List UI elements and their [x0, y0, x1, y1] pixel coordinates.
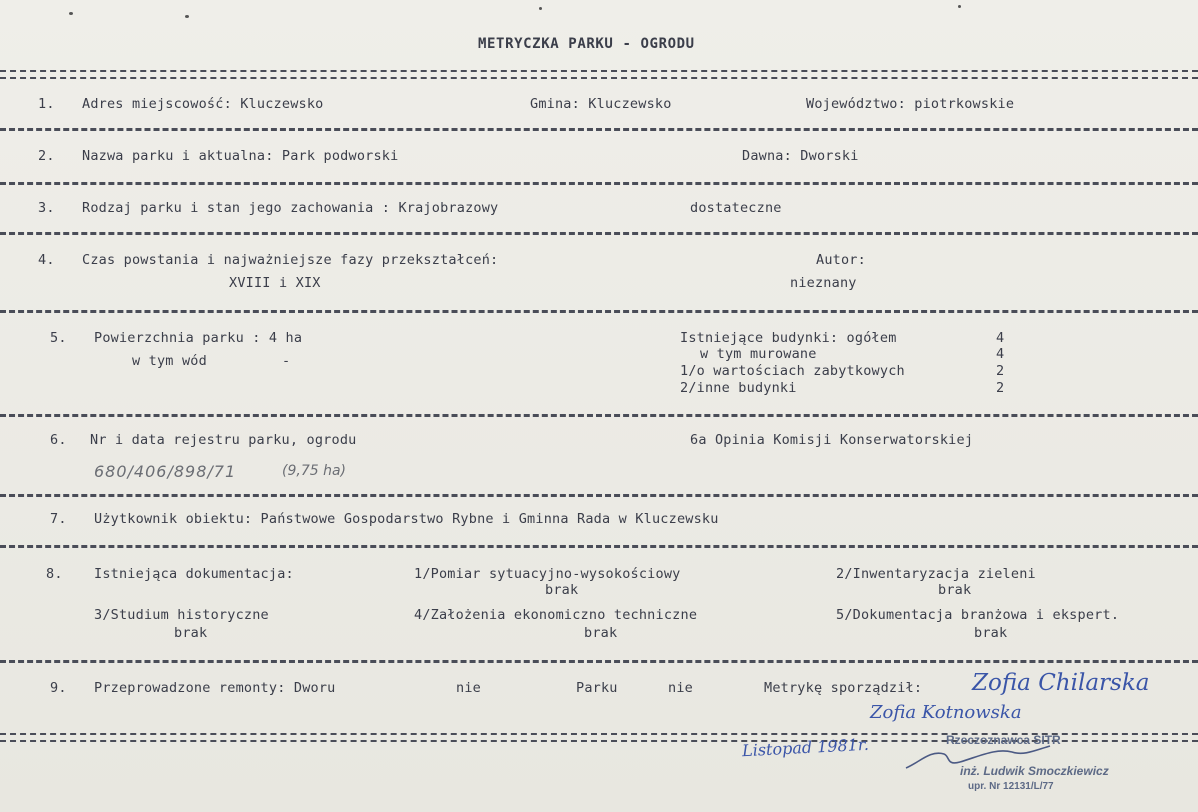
- doc-survey-value: brak: [545, 582, 579, 598]
- ink-speck: [539, 7, 542, 10]
- signature-chilarska: Zofia Chilarska: [972, 670, 1150, 696]
- row-number: 5.: [50, 330, 67, 346]
- former-name-field: Dawna: Dworski: [742, 148, 859, 164]
- renovations-label: Przeprowadzone remonty: Dworu: [94, 680, 336, 696]
- buildings-total: 4: [996, 330, 1005, 346]
- register-area-handwritten: (9,75 ha): [282, 463, 346, 479]
- signature-kotnowska: Zofia Kotnowska: [870, 702, 1022, 723]
- doc-inventory-label: 2/Inwentaryzacja zieleni: [836, 566, 1036, 582]
- opinion-label: 6a Opinia Komisji Konserwatorskiej: [690, 432, 974, 448]
- row-number: 2.: [38, 148, 55, 164]
- park-renovation-label: Parku: [576, 680, 618, 696]
- row-number: 7.: [50, 511, 67, 527]
- doc-expert-value: brak: [974, 625, 1008, 641]
- documentation-label: Istniejąca dokumentacja:: [94, 566, 294, 582]
- doc-inventory-value: brak: [938, 582, 972, 598]
- doc-history-value: brak: [174, 625, 208, 641]
- double-divider: [0, 70, 1198, 79]
- register-number-handwritten: 680/406/898/71: [94, 462, 237, 481]
- row-divider: [0, 660, 1198, 663]
- prepared-by-label: Metrykę sporządził:: [764, 680, 923, 696]
- row-number: 9.: [50, 680, 67, 696]
- park-type-field: Rodzaj parku i stan jego zachowania : Krajobrazowy: [82, 200, 499, 216]
- water-label: w tym wód: [132, 353, 207, 369]
- author-value: nieznany: [790, 275, 857, 291]
- document-title: METRYCZKA PARKU - OGRODU: [478, 36, 695, 52]
- row-divider: [0, 310, 1198, 313]
- ink-speck: [185, 15, 189, 18]
- date-handwritten: Listopad 1981r.: [741, 734, 870, 761]
- ink-speck: [958, 5, 961, 8]
- doc-survey-label: 1/Pomiar sytuacyjno-wysokościowy: [414, 566, 681, 582]
- stamp-role: Rzeczoznawca SITR: [946, 733, 1061, 747]
- condition-field: dostateczne: [690, 200, 782, 216]
- masonry-label: w tym murowane: [700, 346, 817, 362]
- row-divider: [0, 545, 1198, 548]
- period-value: XVIII i XIX: [229, 275, 321, 291]
- address-field: Adres miejscowość: Kluczewsko: [82, 96, 324, 112]
- stamp-name: inż. Ludwik Smoczkiewicz: [960, 764, 1109, 778]
- manor-renovation-value: nie: [456, 680, 481, 696]
- area-field: Powierzchnia parku : 4 ha: [94, 330, 303, 346]
- water-value: -: [282, 353, 291, 369]
- row-divider: [0, 128, 1198, 131]
- park-name-field: Nazwa parku i aktualna: Park podworski: [82, 148, 399, 164]
- doc-history-label: 3/Studium historyczne: [94, 607, 269, 623]
- other-buildings-value: 2: [996, 380, 1005, 396]
- gmina-field: Gmina: Kluczewsko: [530, 96, 672, 112]
- row-divider: [0, 414, 1198, 417]
- stamp-number: upr. Nr 12131/L/77: [968, 781, 1054, 792]
- row-number: 3.: [38, 200, 55, 216]
- ink-speck: [69, 12, 73, 15]
- row-divider: [0, 494, 1198, 497]
- row-number: 4.: [38, 252, 55, 268]
- voivodeship-field: Województwo: piotrkowskie: [806, 96, 1015, 112]
- doc-economic-value: brak: [584, 625, 618, 641]
- park-renovation-value: nie: [668, 680, 693, 696]
- masonry-value: 4: [996, 346, 1005, 362]
- row-number: 1.: [38, 96, 55, 112]
- buildings-label: Istniejące budynki: ogółem: [680, 330, 897, 346]
- row-number: 6.: [50, 432, 67, 448]
- origin-label: Czas powstania i najważniejsze fazy przekształceń:: [82, 252, 499, 268]
- register-label: Nr i data rejestru parku, ogrodu: [90, 432, 357, 448]
- doc-expert-label: 5/Dokumentacja branżowa i ekspert.: [836, 607, 1120, 623]
- other-buildings-label: 2/inne budynki: [680, 380, 797, 396]
- doc-economic-label: 4/Założenia ekonomiczno techniczne: [414, 607, 698, 623]
- historic-value: 2: [996, 363, 1005, 379]
- user-field: Użytkownik obiektu: Państwowe Gospodarstwo Rybne i Gminna Rada w Kluczewsku: [94, 511, 719, 527]
- row-divider: [0, 232, 1198, 235]
- row-divider: [0, 182, 1198, 185]
- author-label: Autor:: [816, 252, 866, 268]
- historic-label: 1/o wartościach zabytkowych: [680, 363, 905, 379]
- row-number: 8.: [46, 566, 63, 582]
